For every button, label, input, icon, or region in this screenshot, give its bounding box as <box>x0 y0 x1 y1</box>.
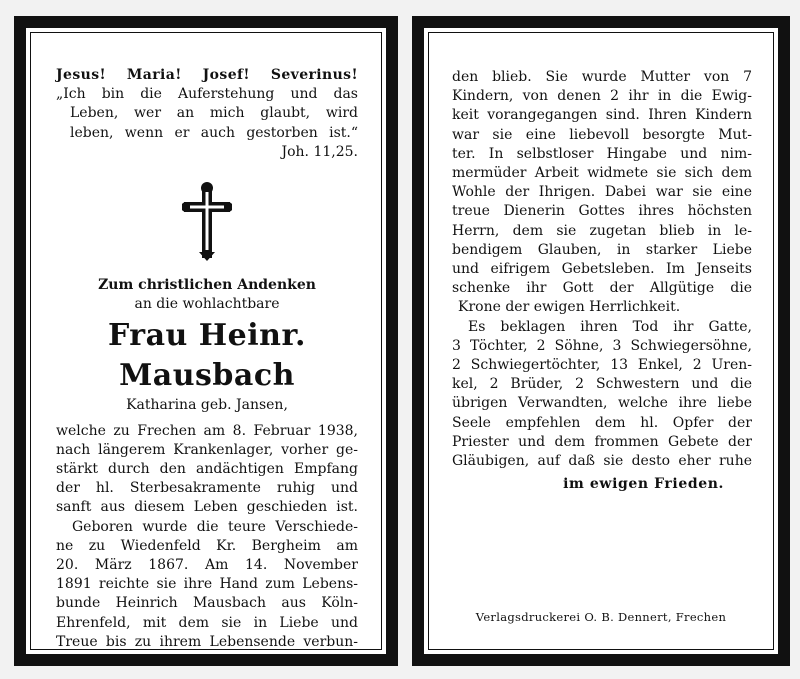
body-line: Es beklagen ihren Tod ihr Gatte, <box>468 318 752 335</box>
body-line: Priester und dem frommen Gebete der <box>452 433 752 450</box>
body-line: Ehrenfeld, mit dem sie in Liebe und <box>56 614 358 631</box>
quote-line-1: „Ich bin die Auferstehung und das <box>56 86 358 103</box>
body-line: ter. In selbstloser Hingabe und nim- <box>452 145 752 162</box>
body-line: Treue bis zu ihrem Lebensende verbun- <box>56 633 358 650</box>
quote-line-3: leben, wenn er auch gestorben ist.“ <box>70 124 358 141</box>
deceased-name: Frau Heinr. Mausbach <box>108 318 306 394</box>
body-line: bendigem Glauben, in starker Liebe <box>452 241 752 258</box>
body-line: bunde Heinrich Mausbach aus Köln- <box>56 595 358 612</box>
quote-reference: Joh. 11,25. <box>281 143 358 160</box>
invocation: Jesus! Maria! Josef! Severinus! <box>56 67 358 83</box>
publisher-imprint: Verlagsdruckerei O. B. Dennert, Frechen <box>475 610 727 624</box>
body-line: war sie eine liebevoll besorgte Mut- <box>452 126 752 143</box>
back-content <box>452 68 752 494</box>
body-line: sanft aus diesem Leben geschieden ist. <box>56 499 358 516</box>
body-line: stärkt durch den andächtigen Empfang <box>56 461 358 478</box>
body-line: schenke ihr Gott der Allgütige die <box>452 280 752 297</box>
memorial-card-front <box>14 16 398 666</box>
cross-icon <box>56 182 358 262</box>
maiden-name: Katharina geb. Jansen, <box>126 397 288 414</box>
body-line: Seele empfehlen dem hl. Opfer der <box>452 414 752 431</box>
body-line: nach längerem Krankenlager, vorher ge- <box>56 441 358 458</box>
closing-phrase: im ewigen Frieden. <box>563 476 724 493</box>
body-line: welche zu Frechen am 8. Februar 1938, <box>56 422 358 439</box>
body-line: 3 Töchter, 2 Söhne, 3 Schwiegersöhne, <box>452 337 752 354</box>
body-line: Geboren wurde die teure Verschiede- <box>72 518 358 535</box>
body-line: übrigen Verwandten, welche ihre liebe <box>452 395 752 412</box>
body-line: Kindern, von denen 2 ihr in die Ewig- <box>452 88 752 105</box>
body-line: Gläubigen, auf daß sie desto eher ruhe <box>452 453 752 470</box>
front-content <box>56 66 358 652</box>
body-line: ne zu Wiedenfeld Kr. Bergheim am <box>56 537 358 554</box>
memorial-heading: Zum christlichen Andenken <box>98 277 316 294</box>
body-line: den blieb. Sie wurde Mutter von 7 <box>452 69 752 85</box>
body-line: Herrn, dem sie zugetan blieb in le- <box>452 222 752 239</box>
memorial-subheading: an die wohlachtbare <box>134 296 280 313</box>
body-line: 1891 reichte sie ihre Hand zum Lebens- <box>56 576 358 593</box>
body-line: mermüder Arbeit widmete sie sich dem <box>452 165 752 182</box>
body-line: 2 Schwiegertöchter, 13 Enkel, 2 Uren- <box>452 357 752 374</box>
body-line: der hl. Sterbesakramente ruhig und <box>56 480 358 497</box>
body-line: Krone der ewigen Herrlichkeit. <box>458 299 681 316</box>
body-line: keit vorangegangen sind. Ihren Kindern <box>452 107 752 124</box>
body-line: kel, 2 Brüder, 2 Schwestern und die <box>452 376 752 393</box>
quote-line-2: Leben, wer an mich glaubt, wird <box>70 105 358 122</box>
body-line: und eifrigem Gebetsleben. Im Jenseits <box>452 261 752 278</box>
body-line: Wohle der Ihrigen. Dabei war sie eine <box>452 184 752 201</box>
body-line: 20. März 1867. Am 14. November <box>56 557 358 574</box>
memorial-card-back <box>412 16 790 666</box>
body-line: treue Dienerin Gottes ihres höchsten <box>452 203 752 220</box>
